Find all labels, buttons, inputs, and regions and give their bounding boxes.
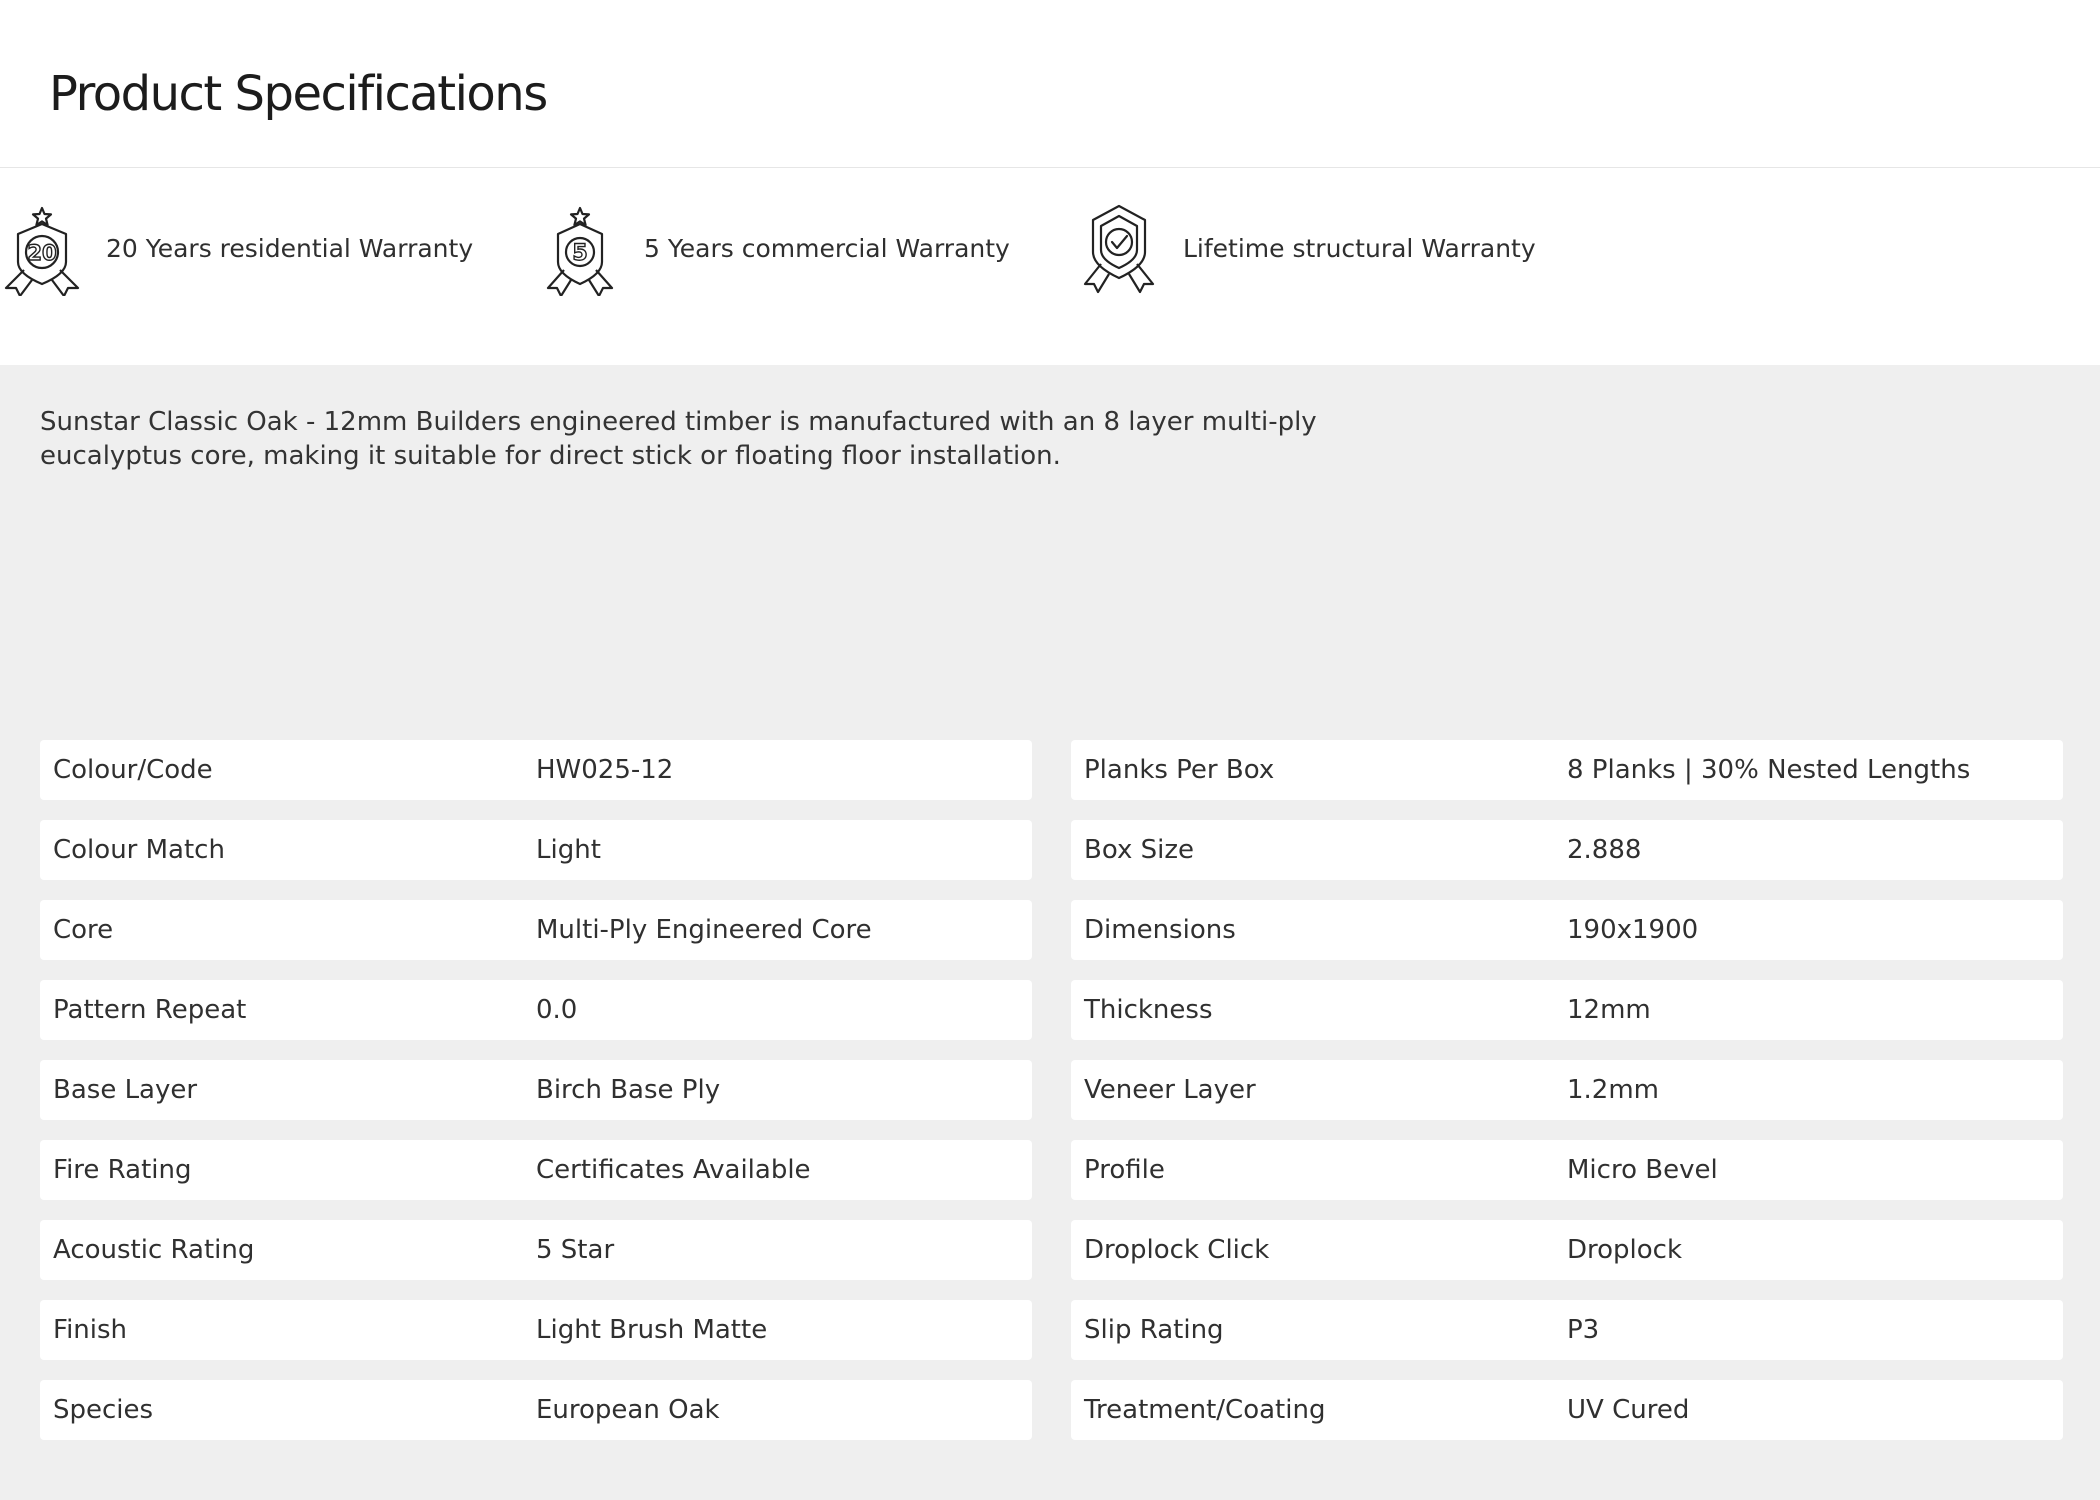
spec-value: Multi-Ply Engineered Core (536, 915, 872, 945)
spec-value: Birch Base Ply (536, 1075, 721, 1105)
spec-value: 8 Planks | 30% Nested Lengths (1567, 755, 1971, 785)
spec-label: Fire Rating (53, 1155, 192, 1185)
award-badge-check-icon (1077, 200, 1161, 296)
spec-value: 12mm (1567, 995, 1651, 1025)
spec-label: Profile (1084, 1155, 1165, 1185)
spec-value: 1.2mm (1567, 1075, 1660, 1105)
spec-row (1071, 1140, 2063, 1200)
spec-value: 0.0 (536, 995, 578, 1025)
spec-row (1071, 1380, 2063, 1440)
svg-text:20: 20 (27, 241, 57, 265)
spec-row (1071, 1220, 2063, 1280)
spec-row (1071, 980, 2063, 1040)
award-badge-20-icon (0, 200, 84, 296)
warranty-commercial (538, 200, 1010, 296)
specifications-panel (0, 365, 2100, 1500)
award-badge-5-icon (538, 200, 622, 296)
spec-label: Droplock Click (1084, 1235, 1270, 1265)
warranty-residential (0, 200, 473, 296)
svg-text:5: 5 (572, 241, 588, 266)
spec-row (40, 980, 1032, 1040)
spec-value: 2.888 (1567, 835, 1642, 865)
spec-value: Light (536, 835, 601, 865)
product-description: Sunstar Classic Oak - 12mm Builders engineered timber is manufactured with an 8 layer multi-ply eucalyptus core, making it suitable for direct stick or floating floor installation. (40, 407, 1317, 471)
spec-label: Veneer Layer (1084, 1075, 1256, 1105)
spec-label: Base Layer (53, 1075, 198, 1105)
spec-label: Planks Per Box (1084, 755, 1275, 785)
spec-value: Micro Bevel (1567, 1155, 1718, 1185)
spec-value: 190x1900 (1567, 915, 1699, 945)
spec-row (40, 1140, 1032, 1200)
spec-label: Colour Match (53, 835, 225, 865)
spec-label: Acoustic Rating (53, 1235, 255, 1265)
warranty-label: Lifetime structural Warranty (1183, 233, 1536, 263)
spec-label: Species (53, 1395, 154, 1425)
spec-list-right (1071, 740, 2063, 1460)
spec-label: Finish (53, 1315, 128, 1345)
warranty-label: 5 Years commercial Warranty (644, 233, 1010, 263)
spec-row (40, 900, 1032, 960)
spec-value: P3 (1567, 1315, 1600, 1345)
spec-value: Certificates Available (536, 1155, 811, 1185)
spec-value: HW025-12 (536, 755, 674, 785)
spec-row (40, 1060, 1032, 1120)
spec-row (40, 740, 1032, 800)
warranty-label: 20 Years residential Warranty (106, 233, 474, 263)
spec-label: Dimensions (1084, 915, 1236, 945)
spec-value: European Oak (536, 1395, 720, 1425)
title-divider (0, 167, 2100, 168)
spec-value: Light Brush Matte (536, 1315, 768, 1345)
spec-row (40, 1380, 1032, 1440)
spec-label: Box Size (1084, 835, 1194, 865)
spec-label: Colour/Code (53, 755, 213, 785)
spec-row (40, 820, 1032, 880)
spec-row (1071, 740, 2063, 800)
spec-row (40, 1300, 1032, 1360)
spec-row (1071, 1300, 2063, 1360)
spec-label: Thickness (1084, 995, 1213, 1025)
spec-row (1071, 1060, 2063, 1120)
spec-value: Droplock (1567, 1235, 1683, 1265)
spec-row (40, 1220, 1032, 1280)
spec-label: Pattern Repeat (53, 995, 247, 1025)
spec-label: Core (53, 915, 114, 945)
spec-value: UV Cured (1567, 1395, 1690, 1425)
spec-row (1071, 900, 2063, 960)
spec-label: Slip Rating (1084, 1315, 1224, 1345)
spec-value: 5 Star (536, 1235, 615, 1265)
spec-list-left (40, 740, 1032, 1460)
warranty-lifetime (1077, 200, 1536, 296)
spec-row (1071, 820, 2063, 880)
page-title: Product Specifications (49, 66, 547, 122)
spec-label: Treatment/Coating (1084, 1395, 1326, 1425)
warranty-row (0, 200, 2100, 296)
